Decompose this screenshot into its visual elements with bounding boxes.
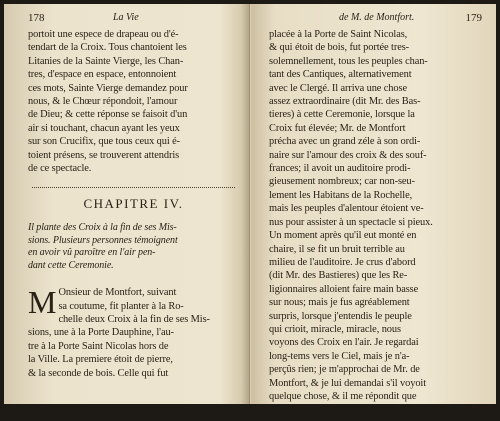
text-line: air si touchant, chacun ayant les yeux xyxy=(28,122,180,134)
left-running-head xyxy=(28,12,239,28)
text-line: naire sur l'amour des croix & des souf- xyxy=(269,149,427,161)
left-top-paragraph xyxy=(28,28,239,175)
text-line: Croix fut élevée; Mr. de Montfort xyxy=(269,122,406,134)
text-line: de Dieu; & cette réponse se faisoit d'un xyxy=(28,109,188,121)
text-line: précha avec un grand zéle à son ordi- xyxy=(269,136,421,148)
summary-line: dant cette Ceremonie. xyxy=(28,259,114,271)
text-line: Onsieur de Montfort, suivant xyxy=(58,287,177,299)
text-line: frances; il avoit un auditoire prodi- xyxy=(269,163,411,175)
text-line: tant des Cantiques, alternativement xyxy=(269,69,412,81)
right-running-head xyxy=(269,12,482,28)
text-line: sions, une à la Porte Dauphine, l'au- xyxy=(28,327,174,339)
left-running-title: La Vie xyxy=(113,12,139,23)
text-line: voyons des Croix en l'air. Je regardai xyxy=(269,337,419,349)
text-line: avec le Clergé. Il arriva une chose xyxy=(269,82,407,94)
text-line: ligionnaires alloient faire main basse xyxy=(269,283,419,295)
text-line: & qui étoit de bois, fut portée tres- xyxy=(269,42,410,54)
text-line: milieu de l'auditoire. Je crus d'abord xyxy=(269,256,416,268)
text-line: toient présens, se trouverent attendris xyxy=(28,149,180,161)
text-line: nus pour assister à un spectacle si pieux. xyxy=(269,216,433,228)
text-line: tres, d'espace en espace, entonnoient xyxy=(28,69,177,81)
text-line: assez extraordinaire (dit Mr. des Bas- xyxy=(269,96,421,108)
text-line: surpris, lorsque j'entendis le peuple xyxy=(269,310,412,322)
text-line: ces mots, Sainte Vierge demandez pour xyxy=(28,82,188,94)
left-page xyxy=(4,4,250,404)
chapter-summary xyxy=(28,222,239,272)
text-line: gieusement nombreux; car non-seu- xyxy=(269,176,415,188)
right-running-title: de M. de Montfort. xyxy=(339,12,415,23)
text-line: portoit une espece de drapeau ou d'é- xyxy=(28,29,179,40)
text-line: tendart de la Croix. Tous chantoient les xyxy=(28,42,187,54)
text-line: (dit Mr. des Bastieres) que les Re- xyxy=(269,270,408,282)
text-line: lement les Habitans de la Rochelle, xyxy=(269,189,413,201)
text-line: placée à la Porte de Saint Nicolas, xyxy=(269,29,408,40)
chapter-heading: CHAPITRE IV. xyxy=(83,196,184,212)
text-line: de ce spectacle. xyxy=(28,163,92,175)
text-line: Un moment après qu'il eut monté en xyxy=(269,230,417,242)
chapter-body xyxy=(28,286,239,380)
text-line: Montfort, & je lui demandai s'il voyoit xyxy=(269,377,426,389)
text-line: long-tems vers le Ciel, mais je n'a- xyxy=(269,350,410,362)
text-line: solemnellement, tous les peuples chan- xyxy=(269,55,428,67)
text-line: quelque chose, & il me répondit que xyxy=(269,390,417,402)
text-line: Litanies de la Sainte Vierge, les Chan- xyxy=(28,55,184,67)
ornamental-rule xyxy=(32,187,235,188)
right-body xyxy=(269,28,482,403)
text-line: & la seconde de bois. Celle qui fut xyxy=(28,367,169,379)
text-line: la Ville. La premiere étoit de pierre, xyxy=(28,354,173,366)
text-line: sur nous; mais je fus agréablement xyxy=(269,297,410,309)
text-line: chaire, il se fit un bruit terrible au xyxy=(269,243,405,255)
summary-line: sions. Plusieurs personnes témoignent xyxy=(28,234,178,246)
text-line: qui crioit, miracle, miracle, nous xyxy=(269,323,401,335)
text-line: perçûs rien; je m'approchai de Mr. de xyxy=(269,364,420,376)
right-page xyxy=(251,4,496,404)
summary-line: Il plante des Croix à la fin de ses Mis- xyxy=(28,222,177,234)
text-line: mais les peuples d'alentour étoient ve- xyxy=(269,203,424,215)
left-page-number: 178 xyxy=(28,12,45,24)
summary-line: en avoir vû paroître en l'air pen- xyxy=(28,247,156,259)
right-page-number: 179 xyxy=(465,12,482,24)
drop-cap: M xyxy=(28,284,57,321)
text-line: nous, & le Chœur répondoit, l'amour xyxy=(28,96,178,108)
text-line: chelle deux Croix à la fin de ses Mis- xyxy=(58,313,210,325)
text-line: tieres) à cette Ceremonie, lorsque la xyxy=(269,109,415,121)
text-line: sur son Crucifix, que tous ceux qui é- xyxy=(28,136,181,148)
text-line: tre à la Porte Saint Nicolas hors de xyxy=(28,340,169,352)
open-book xyxy=(4,4,496,404)
text-line: sa coutume, fit planter à la Ro- xyxy=(58,300,184,312)
